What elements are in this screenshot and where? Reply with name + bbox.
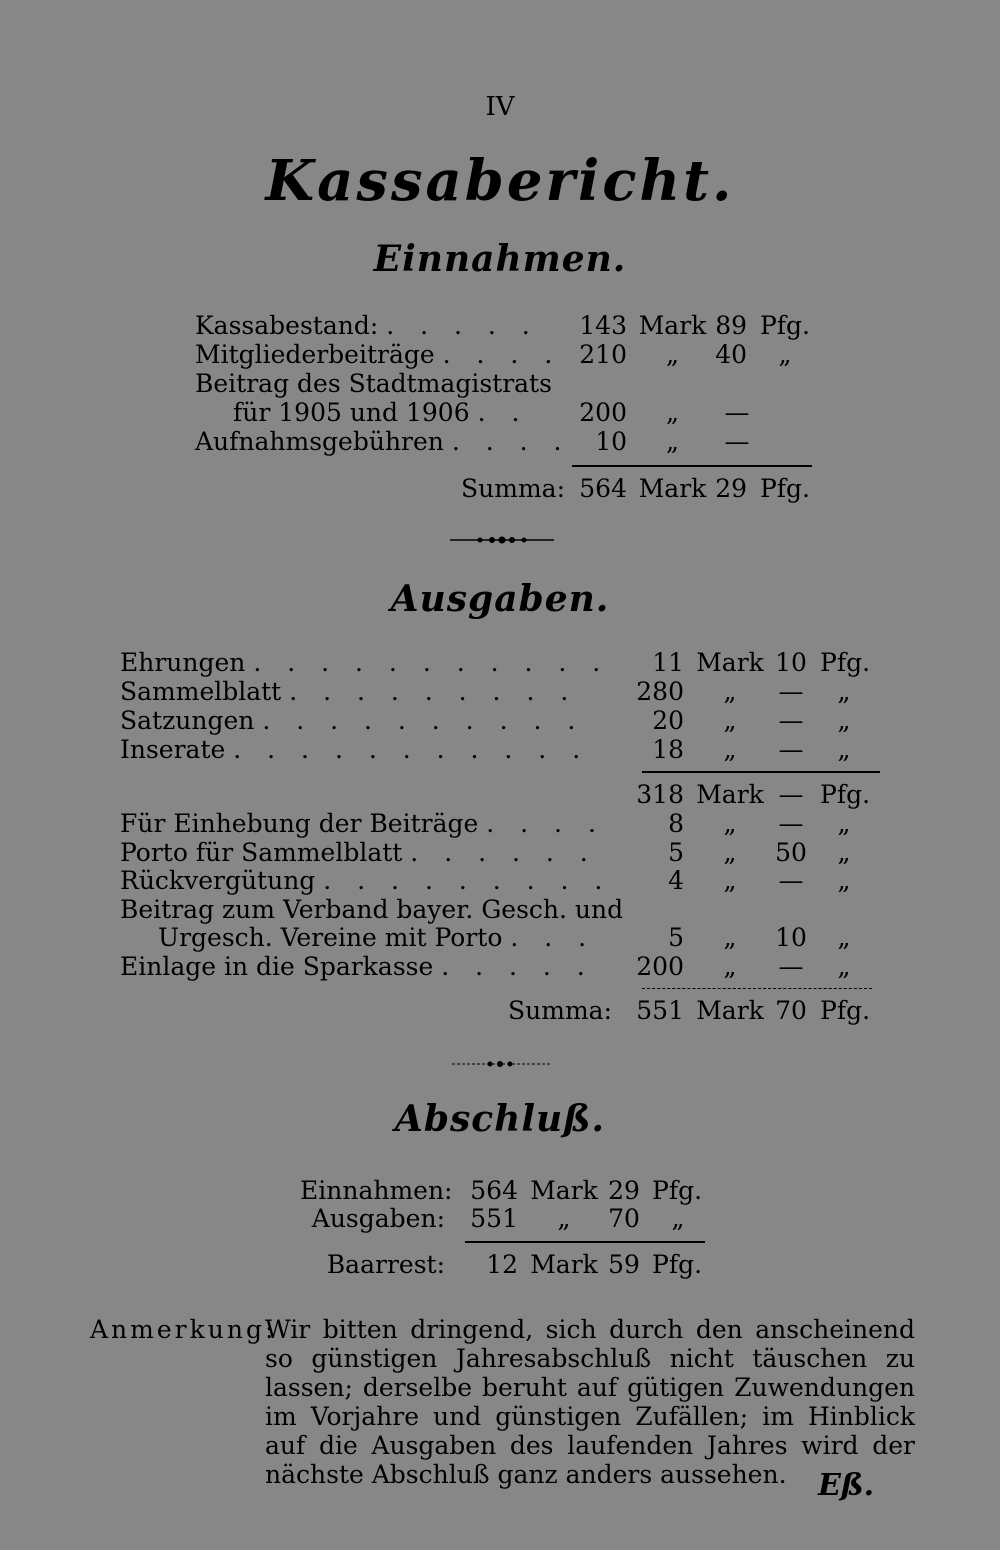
amount-pfg: — [778,706,804,735]
row-label: Porto für Sammelblatt . . . . . . [120,838,597,867]
unit-pfg: „ [837,952,851,981]
row-label: Für Einhebung der Beiträge . . . . [120,809,605,838]
amount-mark: 551 [636,996,684,1025]
row-label: Rückvergütung . . . . . . . . . [120,866,612,895]
amount-mark: 200 [636,952,684,981]
amount-pfg: 89 [715,311,747,340]
row-label: für 1905 und 1906 . . [233,398,529,427]
row-label: Einnahmen: [300,1176,453,1205]
table-row [195,340,815,370]
sum-label: Summa: [461,474,565,503]
unit-mark: Mark [530,1176,598,1205]
amount-mark: 210 [579,340,627,369]
subtotal-row [120,780,880,810]
einnahmen-heading: Einnahmen. [373,238,627,280]
unit-mark: „ [723,735,737,764]
amount-mark: 200 [579,398,627,427]
note-text: Wir bitten dringend, sich durch den anscheinend so günstigen Jahresabschluß nicht täuschen zu lassen; derselbe beruht auf gütigen Zuwendungen im Vorjahre und günstigen Zufällen; im Hinblick auf die Ausgaben des laufenden Jahres wird der nächste Abschluß ganz anders aussehen. [265,1315,915,1489]
unit-mark: „ [666,398,679,427]
amount-mark: 11 [652,648,684,677]
row-label: Mitgliederbeiträge . . . . [195,340,562,369]
unit-pfg: „ [837,677,851,706]
table-row [300,1176,720,1206]
unit-pfg: „ [837,735,851,764]
unit-mark: „ [666,427,679,456]
page-title: Kassabericht. [265,148,735,214]
table-row [120,809,880,839]
unit-pfg: Pfg. [820,780,871,809]
row-label: Satzungen . . . . . . . . . . [120,706,585,735]
amount-pfg: — [778,866,804,895]
amount-mark: 280 [636,677,684,706]
table-row [120,648,880,678]
amount-mark: 8 [668,809,684,838]
unit-pfg: „ [671,1204,685,1233]
sum-rule [572,465,812,467]
unit-pfg: Pfg. [820,996,871,1025]
row-label: Aufnahmsgebühren . . . . [195,427,571,456]
note-label: Anmerkung: [90,1315,277,1344]
sum-row [120,996,880,1026]
unit-pfg: Pfg. [759,311,811,340]
amount-pfg: 50 [775,838,807,867]
unit-mark: „ [723,866,737,895]
unit-mark: Mark [638,474,707,503]
amount-pfg: — [724,427,750,456]
table-row [120,923,880,953]
amount-mark: 143 [579,311,627,340]
table-row [120,866,880,896]
amount-mark: 18 [652,735,684,764]
page-number: IV [485,92,515,122]
sum-label: Summa: [508,996,612,1025]
table-row [195,369,815,399]
unit-mark: Mark [696,996,764,1025]
amount-mark: 551 [470,1204,518,1233]
unit-pfg: „ [778,340,792,369]
amount-pfg: 59 [608,1250,640,1279]
amount-pfg: — [724,398,750,427]
sum-rule [465,1241,705,1243]
sum-row [195,474,815,504]
amount-mark: 5 [668,838,684,867]
unit-mark: „ [723,923,737,952]
amount-pfg: 10 [775,648,807,677]
amount-mark: 564 [579,474,627,503]
amount-mark: 20 [652,706,684,735]
unit-pfg: „ [837,706,851,735]
abschluss-heading: Abschluß. [394,1098,606,1140]
unit-mark: „ [723,952,737,981]
amount-pfg: — [778,735,804,764]
row-label: Sammelblatt . . . . . . . . . [120,677,578,706]
amount-mark: 4 [668,866,684,895]
row-label: Inserate . . . . . . . . . . . [120,735,590,764]
unit-pfg: „ [837,923,851,952]
amount-pfg: 70 [608,1204,640,1233]
unit-mark: „ [723,838,737,867]
unit-pfg: Pfg. [652,1176,703,1205]
unit-mark: Mark [638,311,707,340]
table-row [120,677,880,707]
amount-pfg: 70 [775,996,807,1025]
unit-pfg: Pfg. [759,474,811,503]
ausgaben-heading: Ausgaben. [390,578,610,620]
unit-mark: „ [723,706,737,735]
amount-pfg: — [778,809,804,838]
sum-rule [642,988,872,989]
unit-pfg: „ [837,866,851,895]
table-row [120,838,880,868]
unit-mark: „ [666,340,679,369]
amount-mark: 5 [668,923,684,952]
row-label: Beitrag des Stadtmagistrats [195,369,552,398]
row-label: Ehrungen . . . . . . . . . . . [120,648,610,677]
unit-pfg: „ [837,838,851,867]
sum-row [300,1250,720,1280]
table-row [120,706,880,736]
amount-pfg: — [778,780,804,809]
amount-mark: 12 [486,1250,518,1279]
subtotal-rule [642,771,880,773]
row-label: Ausgaben: [311,1204,445,1233]
table-row [195,311,815,341]
row-label: Urgesch. Vereine mit Porto . . . [158,923,596,952]
amount-pfg: 29 [608,1176,640,1205]
unit-mark: „ [723,809,737,838]
unit-mark: „ [723,677,737,706]
row-label: Einlage in die Sparkasse . . . . . [120,952,594,981]
signature: Eß. [818,1468,875,1503]
unit-pfg: „ [837,809,851,838]
ornament-divider [452,1059,552,1069]
row-label: Beitrag zum Verband bayer. Gesch. und [120,895,624,924]
table-row [195,427,815,457]
amount-pfg: 10 [775,923,807,952]
table-row [300,1204,720,1234]
amount-pfg: — [778,677,804,706]
table-row [120,952,880,982]
row-label: Kassabestand: . . . . . [195,311,539,340]
unit-mark: Mark [530,1250,598,1279]
unit-pfg: Pfg. [652,1250,703,1279]
unit-mark: Mark [696,648,764,677]
table-row [120,735,880,765]
table-row [195,398,815,428]
unit-mark: Mark [696,780,764,809]
table-row [120,895,880,925]
unit-mark: „ [557,1204,571,1233]
amount-pfg: 29 [715,474,747,503]
amount-mark: 318 [636,780,684,809]
amount-pfg: 40 [715,340,747,369]
amount-pfg: — [778,952,804,981]
row-label: Baarrest: [326,1250,445,1279]
ornament-divider [450,535,554,545]
unit-pfg: Pfg. [820,648,871,677]
amount-mark: 10 [595,427,627,456]
amount-mark: 564 [470,1176,518,1205]
